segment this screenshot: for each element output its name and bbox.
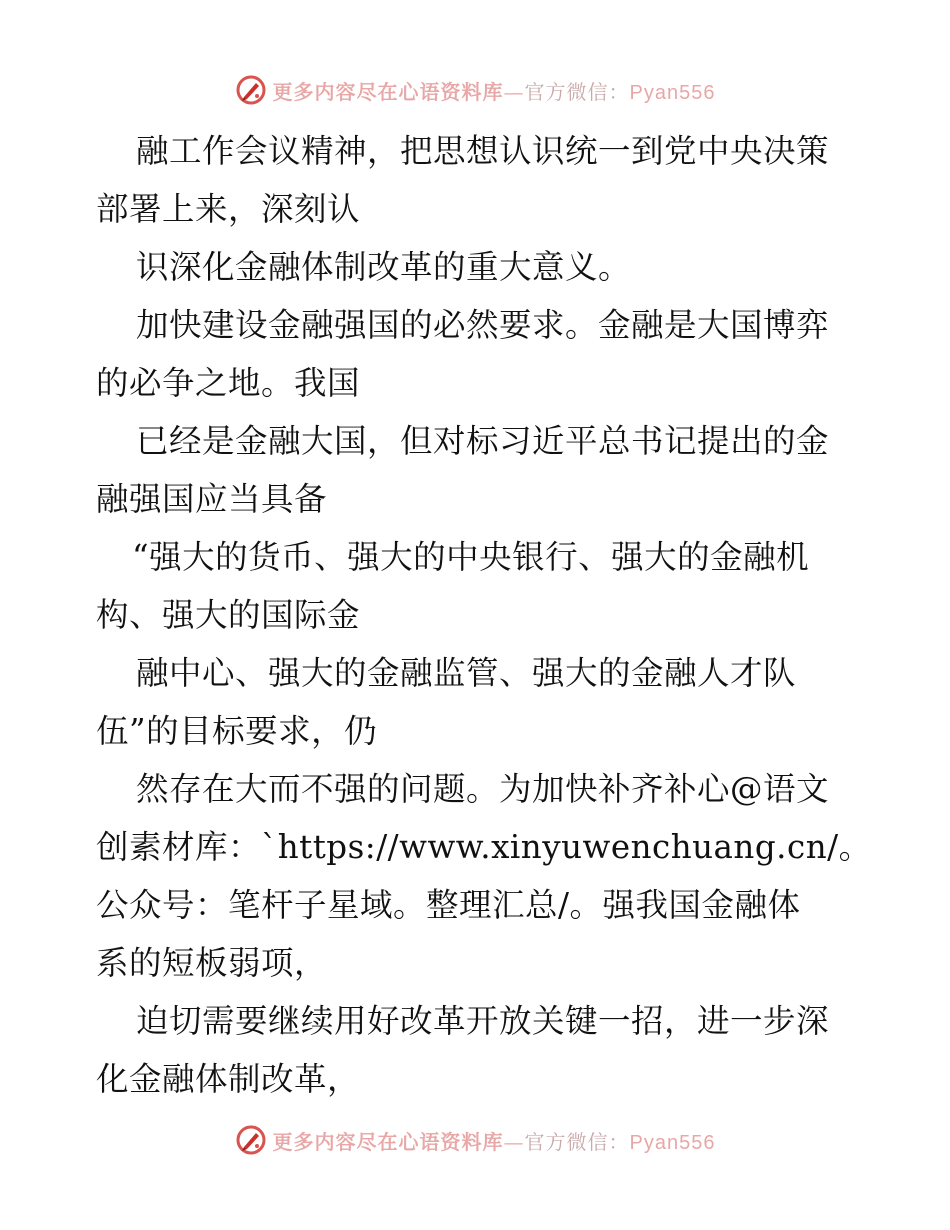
banner-main-text: 更多内容尽在心语资料库	[272, 1129, 504, 1154]
text-line: 迫切需要继续用好改革开放关键一招，进一步深	[136, 1002, 830, 1040]
banner-text	[273, 1126, 716, 1155]
text-line: 部署上来，深刻认	[96, 190, 361, 228]
text-line: 然存在大而不强的问题。为加快补齐补心@语文	[136, 770, 830, 808]
banner-wechat-label: 官方微信：	[524, 79, 630, 104]
text-line: 融工作会议精神，把思想认识统一到党中央决策	[136, 132, 830, 170]
text-line: 化金融体制改革，	[96, 1060, 361, 1098]
banner-text	[273, 76, 716, 105]
pen-logo-icon	[235, 74, 267, 106]
text-line: 融中心、强大的金融监管、强大的金融人才队	[136, 654, 797, 692]
pen-logo-icon	[235, 1124, 267, 1156]
text-line: “强大的货币、强大的中央银行、强大的金融机	[132, 538, 810, 576]
text-line: 构、强大的国际金	[96, 596, 361, 634]
text-line: 识深化金融体制改革的重大意义。	[136, 248, 632, 286]
text-line: 创素材库：`https://www.xinyuwenchuang.cn/。	[96, 828, 872, 866]
text-line: 已经是金融大国，但对标习近平总书记提出的金	[136, 422, 830, 460]
banner-wechat-id: Pyan556	[629, 81, 716, 104]
banner-wechat-label: 官方微信：	[524, 1129, 630, 1154]
header-banner	[0, 70, 950, 110]
text-line: 系的短板弱项，	[96, 944, 328, 982]
footer-banner	[0, 1120, 950, 1160]
text-line: 伍”的目标要求，仍	[96, 712, 378, 750]
text-line: 融强国应当具备	[96, 480, 328, 518]
banner-dash: —	[503, 1129, 525, 1154]
body-text	[96, 122, 876, 1108]
text-line: 的必争之地。我国	[96, 364, 361, 402]
banner-dash: —	[503, 79, 525, 104]
banner-main-text: 更多内容尽在心语资料库	[272, 79, 504, 104]
text-line: 公众号：笔杆子星域。整理汇总/。强我国金融体	[96, 886, 801, 924]
banner-wechat-id: Pyan556	[629, 1131, 716, 1154]
text-line: 加快建设金融强国的必然要求。金融是大国博弈	[136, 306, 830, 344]
